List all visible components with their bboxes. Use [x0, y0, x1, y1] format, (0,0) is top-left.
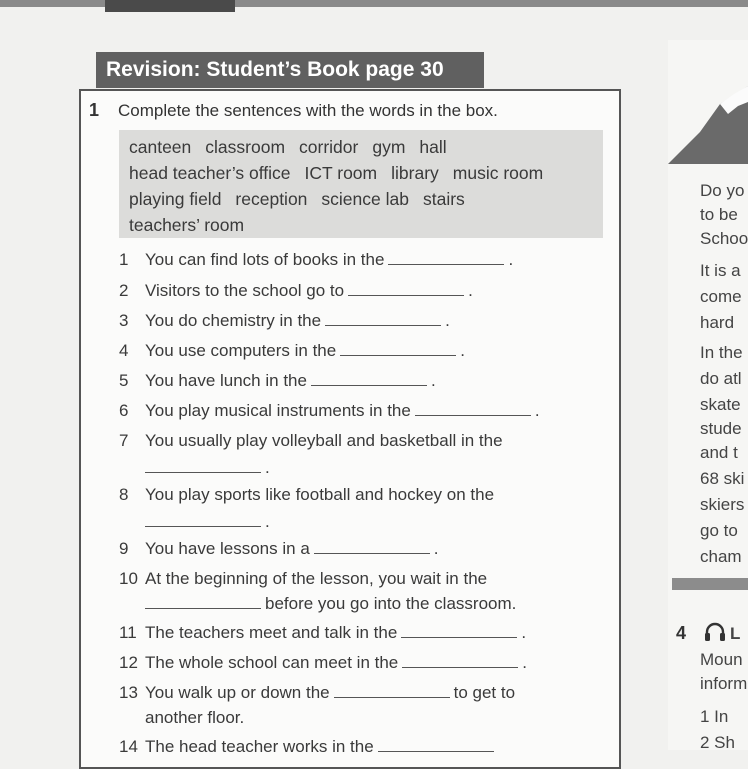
right-text-line: 68 ski — [700, 469, 745, 488]
sentence-number: 6 — [119, 401, 129, 420]
mountain-picture — [668, 80, 748, 168]
word-box-line — [129, 212, 593, 238]
sentence-13-continuation — [145, 708, 244, 728]
answer-blank[interactable] — [314, 541, 430, 554]
right-text-line: 1 In — [700, 707, 729, 726]
word: music room — [452, 163, 544, 183]
right-text-line: It is a — [700, 261, 741, 280]
sentence-12 — [119, 653, 527, 673]
word: science lab — [321, 189, 409, 209]
sentence-text: You play musical instruments in the — [145, 401, 411, 420]
answer-blank[interactable] — [145, 596, 261, 609]
sentence-end: . — [433, 539, 439, 558]
sentence-number: 7 — [119, 431, 129, 450]
sentence-number: 1 — [119, 250, 129, 269]
sentence-end: . — [508, 250, 514, 269]
answer-blank[interactable] — [348, 283, 464, 296]
right-text-line: 2 Sh — [700, 733, 735, 752]
right-text-line: hard — [700, 313, 735, 332]
section-number: 4 — [676, 623, 687, 643]
word-box-line — [129, 134, 593, 160]
word: teachers’ room — [129, 215, 245, 235]
sentence-end: . — [468, 281, 473, 300]
sentence-text: You play sports like football and hockey on the — [145, 485, 495, 504]
right-text-line: Schoo — [700, 229, 748, 248]
sentence-text: You use computers in the — [145, 341, 337, 360]
sentence-9 — [119, 539, 439, 559]
sentence-number: 10 — [119, 569, 138, 588]
word: stairs — [422, 189, 465, 209]
sentence-11 — [119, 623, 526, 643]
sentence-text: At the beginning of the lesson, you wait in the — [145, 569, 488, 588]
answer-blank[interactable] — [311, 373, 427, 386]
word: gym — [372, 137, 406, 157]
right-text-line: Do yo — [700, 181, 745, 200]
right-text-line: do atl — [700, 369, 742, 388]
revision-header: Revision: Student’s Book page 30 — [96, 52, 484, 88]
sentence-end: . — [460, 341, 465, 360]
right-text-line: In the — [700, 343, 743, 362]
sentence-end: . — [522, 653, 527, 672]
answer-blank[interactable] — [334, 685, 450, 698]
sentence-text: The head teacher works in the — [145, 737, 374, 756]
answer-blank[interactable] — [145, 460, 261, 473]
answer-blank[interactable] — [378, 739, 494, 752]
sentence-text: You walk up or down the — [145, 683, 330, 702]
word: library — [391, 163, 439, 183]
word: head teacher’s office — [129, 163, 291, 183]
sentence-8 — [119, 485, 494, 505]
sentence-number: 8 — [119, 485, 129, 504]
word-box-line — [129, 186, 593, 212]
right-text-line: skate — [700, 395, 741, 414]
word: canteen — [129, 137, 192, 157]
right-text-line: to be — [700, 205, 738, 224]
sentence-number: 2 — [119, 281, 129, 300]
sentence-text: You usually play volleyball and basketball in the — [145, 431, 503, 450]
sentence-text: Visitors to the school go to — [145, 281, 345, 300]
word: corridor — [299, 137, 359, 157]
sentence-2 — [119, 281, 473, 301]
sentence-end: . — [265, 512, 270, 531]
right-text-line: go to — [700, 521, 738, 540]
right-text-line: inform — [700, 674, 748, 693]
answer-blank[interactable] — [340, 343, 456, 356]
sentence-1 — [119, 250, 513, 270]
word: ICT room — [304, 163, 378, 183]
exercise-instruction: Complete the sentences with the words in the box. — [118, 101, 498, 120]
sentence-number: 5 — [119, 371, 129, 390]
answer-blank[interactable] — [388, 252, 504, 265]
answer-blank[interactable] — [401, 625, 517, 638]
exercise-number: 1 — [89, 100, 100, 120]
word: hall — [419, 137, 447, 157]
sentence-text-cont: before you go into the classroom. — [265, 594, 517, 613]
section-divider — [672, 578, 748, 590]
sentence-14 — [119, 737, 498, 757]
section-title: L — [730, 624, 741, 643]
sentence-number: 14 — [119, 737, 138, 756]
right-text-line: and t — [700, 443, 738, 462]
right-text-line: skiers — [700, 495, 745, 514]
word: playing field — [129, 189, 222, 209]
sentence-text: The whole school can meet in the — [145, 653, 399, 672]
sentence-end: . — [430, 371, 436, 390]
sentence-number: 12 — [119, 653, 138, 672]
sentence-7-continuation — [145, 458, 270, 478]
sentence-text: You can find lots of books in the — [145, 250, 385, 269]
sentence-8-continuation — [145, 512, 270, 532]
right-text-line: come — [700, 287, 742, 306]
sentence-5 — [119, 371, 436, 391]
right-text-line: stude — [700, 419, 742, 438]
sentence-number: 11 — [119, 623, 137, 642]
answer-blank[interactable] — [415, 403, 531, 416]
sentence-text: You do chemistry in the — [145, 311, 322, 330]
top-tab — [105, 0, 235, 12]
sentence-end: . — [521, 623, 527, 642]
right-text-line: Moun — [700, 650, 743, 669]
word-box — [119, 130, 603, 238]
answer-blank[interactable] — [402, 655, 518, 668]
sentence-end: . — [265, 458, 270, 477]
sentence-number: 4 — [119, 341, 129, 360]
word: reception — [235, 189, 308, 209]
sentence-6 — [119, 401, 540, 421]
sentence-text: You have lunch in the — [145, 371, 307, 390]
sentence-text-cont: another floor. — [145, 708, 245, 727]
sentence-10-continuation — [145, 594, 516, 614]
headphones-icon — [704, 622, 726, 642]
sentence-number: 9 — [119, 539, 129, 558]
sentence-number: 3 — [119, 311, 129, 330]
sentence-text: The teachers meet and talk in the — [145, 623, 398, 642]
sentence-end: . — [534, 401, 540, 420]
sentence-number: 13 — [119, 683, 138, 702]
sentence-text-cont: to get to — [453, 683, 516, 702]
right-text-line: cham — [700, 547, 742, 566]
sentence-3 — [119, 311, 450, 331]
sentence-10 — [119, 569, 487, 589]
word: classroom — [205, 137, 286, 157]
word-box-line — [129, 160, 593, 186]
sentence-7 — [119, 431, 503, 451]
sentence-text: You have lessons in a — [145, 539, 310, 558]
sentence-13 — [119, 683, 515, 703]
answer-blank[interactable] — [325, 313, 441, 326]
sentence-4 — [119, 341, 465, 361]
answer-blank[interactable] — [145, 514, 261, 527]
sentence-end: . — [445, 311, 450, 330]
